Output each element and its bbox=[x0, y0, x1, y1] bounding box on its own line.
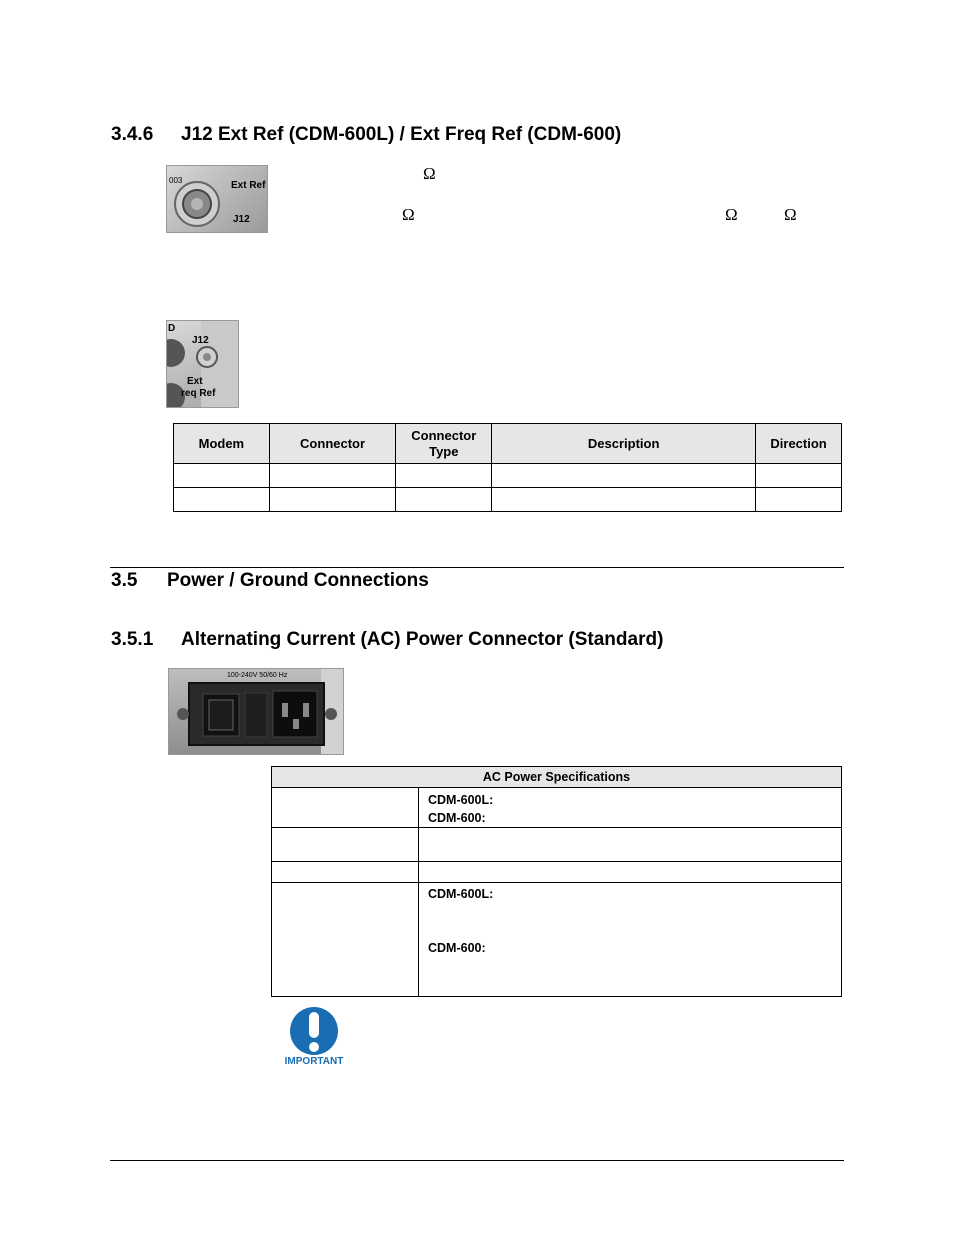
j12-ext-ref-photo bbox=[166, 165, 268, 233]
ac-power-inlet-icon bbox=[169, 669, 343, 754]
section-title: J12 Ext Ref (CDM-600L) / Ext Freq Ref (CDM-600) bbox=[181, 124, 622, 145]
section-number: 3.4.6 bbox=[111, 124, 154, 145]
table-row bbox=[272, 862, 842, 883]
table-cell bbox=[272, 862, 419, 883]
section-heading-3-5 bbox=[111, 570, 429, 592]
model-label: CDM-600: bbox=[428, 941, 486, 955]
section-number: 3.5 bbox=[111, 570, 138, 591]
column-header: Direction bbox=[756, 424, 842, 464]
table-row bbox=[272, 828, 842, 862]
column-header: Description bbox=[492, 424, 756, 464]
table-row bbox=[174, 464, 842, 488]
j12-label: J12 bbox=[192, 335, 209, 346]
table-cell bbox=[272, 788, 419, 828]
column-header: Connector bbox=[269, 424, 396, 464]
part-number-label: 003 bbox=[169, 176, 183, 185]
ac-power-spec-table bbox=[271, 766, 842, 997]
table-cell bbox=[269, 464, 396, 488]
ac-power-connector-photo bbox=[168, 668, 344, 755]
freq-ref-label: req Ref bbox=[181, 388, 216, 399]
column-header: Connector Type bbox=[396, 424, 492, 464]
omega-symbol: Ω bbox=[423, 164, 436, 183]
table-cell bbox=[272, 883, 419, 997]
model-label: CDM-600L: bbox=[428, 887, 494, 901]
section-number: 3.5.1 bbox=[111, 629, 154, 650]
voltage-rating-label: 100-240V 50/60 Hz bbox=[227, 672, 288, 679]
section-title: Alternating Current (AC) Power Connector (Standard) bbox=[181, 629, 664, 650]
omega-symbol: Ω bbox=[402, 205, 415, 224]
table-cell bbox=[419, 862, 842, 883]
ext-ref-label: Ext Ref bbox=[231, 180, 266, 191]
section-heading-3-5-1 bbox=[111, 629, 663, 651]
table-cell bbox=[492, 464, 756, 488]
section-title: Power / Ground Connections bbox=[167, 570, 429, 591]
important-label: IMPORTANT bbox=[284, 1056, 344, 1067]
omega-symbol: Ω bbox=[725, 205, 738, 224]
table-cell bbox=[756, 464, 842, 488]
model-label: CDM-600: bbox=[428, 811, 486, 825]
table-cell bbox=[756, 488, 842, 512]
section-heading-3-4-6 bbox=[111, 124, 621, 146]
ext-label: Ext bbox=[187, 376, 203, 387]
j12-label: J12 bbox=[233, 214, 250, 225]
table-cell bbox=[174, 488, 270, 512]
column-header: Modem bbox=[174, 424, 270, 464]
table-header-row bbox=[174, 424, 842, 464]
omega-symbol: Ω bbox=[784, 205, 797, 224]
table-cell bbox=[272, 828, 419, 862]
table-cell bbox=[396, 464, 492, 488]
table-title: AC Power Specifications bbox=[272, 767, 842, 788]
table-cell bbox=[419, 788, 842, 828]
table-row bbox=[174, 488, 842, 512]
table-title-row bbox=[272, 767, 842, 788]
table-cell bbox=[269, 488, 396, 512]
model-label: CDM-600L: bbox=[428, 793, 494, 807]
connector-table bbox=[173, 423, 842, 512]
footer-rule bbox=[110, 1160, 844, 1161]
table-cell bbox=[492, 488, 756, 512]
table-cell bbox=[419, 883, 842, 997]
table-cell bbox=[419, 828, 842, 862]
j12-ext-freq-ref-photo bbox=[166, 320, 239, 408]
table-row bbox=[272, 883, 842, 997]
exclamation-icon bbox=[280, 1006, 348, 1058]
table-row bbox=[272, 788, 842, 828]
d-label: D bbox=[168, 323, 176, 334]
table-cell bbox=[396, 488, 492, 512]
table-cell bbox=[174, 464, 270, 488]
important-notice bbox=[280, 1006, 348, 1070]
section-divider bbox=[110, 567, 844, 568]
